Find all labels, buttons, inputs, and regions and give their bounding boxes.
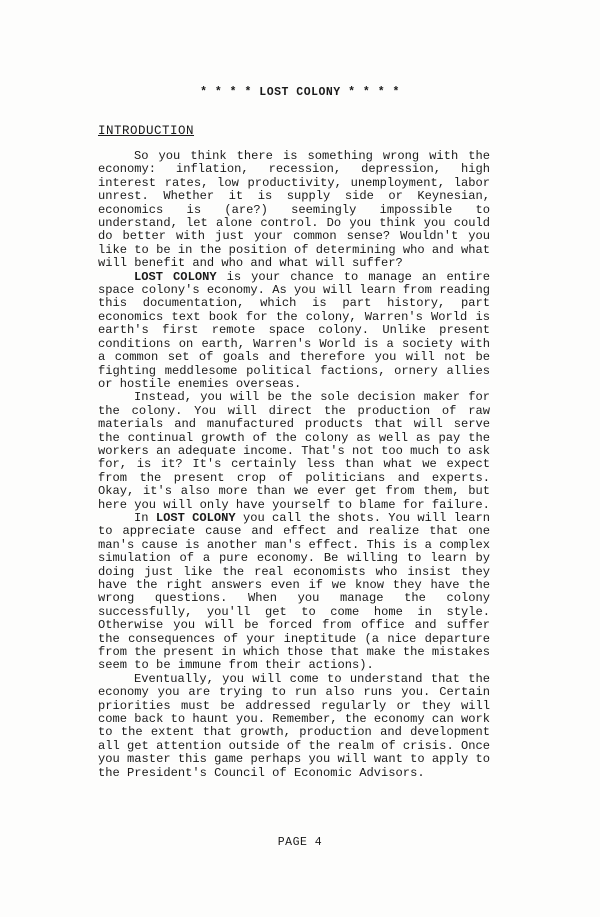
paragraph-text: Eventually, you will come to understand that the economy you are trying to run also runs you. Certain priorities must be addressed regularly or they will come back to haunt you. Remember, the economy can work to the extent that growth, production and development all get attention outside of the realm of crisis. Once you master this game perhaps you will want to apply to the President's Council of Economic Advisors.: [98, 671, 490, 780]
paragraph-text: Instead, you will be the sole decision maker for the colony. You will direct the production of raw materials and manufactured products that will serve the continual growth of the colony as well as pay the workers an adequate income. That's not too much to ask for, is it? It's certainly less than what we expect from the present crop of politicians and experts. Okay, it's also more than we ever get from them, but here you will only have yourself to blame for failure.: [98, 390, 490, 512]
body-text: [98, 150, 490, 780]
paragraph: [98, 512, 490, 673]
paragraph-text: So you think there is something wrong with the economy: inflation, recession, depression, high interest rates, low productivity, unemployment, labor unrest. Whether it is supply side or Keynesian, economics is (are?) seemingly impossible to understand, let alone control. Do you think you could do better with just your common sense? Wouldn't you like to be in the position of determining who and what will benefit and who and what will suffer?: [98, 149, 490, 271]
paragraph: [98, 271, 490, 392]
section-heading: INTRODUCTION: [98, 124, 195, 138]
document-title: * * * * LOST COLONY * * * *: [200, 86, 400, 99]
paragraph: [98, 673, 490, 780]
paragraph-text: is your chance to manage an entire space colony's economy. As you will learn from reading this documentation, which is part history, part economics text book for the colony, Warren's World is earth's first remote space colony. Unlike present conditions on earth, Warren's World is a society with a common set of goals and therefore you will not be fighting meddlesome political factions, ornery allies or hostile enemies overseas.: [98, 269, 490, 391]
game-title-emphasis: LOST COLONY: [155, 510, 236, 525]
paragraph: [98, 391, 490, 512]
paragraph: [98, 150, 490, 271]
game-title-emphasis: LOST COLONY: [134, 269, 217, 284]
paragraph-text: you call the shots. You will learn to appreciate cause and effect and realize that one man's cause is another man's effect. This is a complex simulation of a pure economy. Be willing to learn by doing just like the real economists who insist they have the right answers even if we know they have the wrong questions. When you manage the colony successfully, you'll get to come home in style. Otherwise you will be forced from office and suffer the consequences of your ineptitude (a nice departure from the present in which those that make the mistakes seem to be immune from their actions).: [98, 510, 490, 673]
page-number: PAGE 4: [277, 836, 323, 849]
paragraph-text: In: [134, 510, 156, 525]
